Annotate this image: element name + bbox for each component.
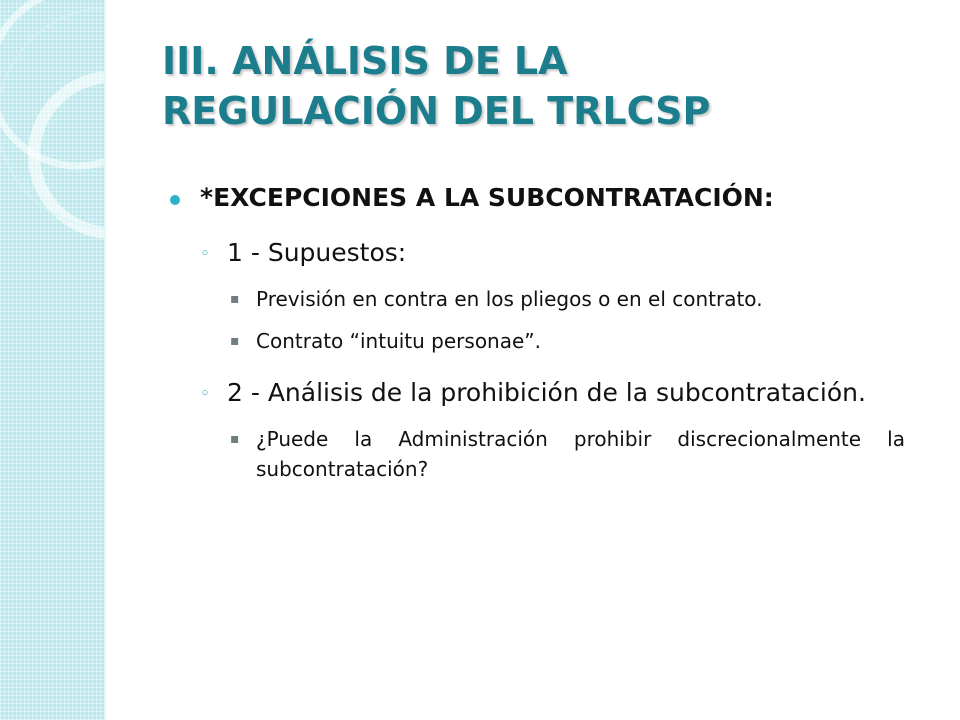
list-item [170, 284, 905, 314]
main-heading [170, 180, 905, 216]
small-dot-bullet-icon: ▪ [230, 333, 240, 349]
list-item [170, 424, 905, 484]
hollow-circle-bullet-icon: ◦ [200, 384, 211, 404]
section-label: 1 - Supuestos: [227, 238, 407, 267]
small-dot-bullet-icon: ▪ [230, 431, 240, 447]
small-dot-bullet-icon: ▪ [230, 291, 240, 307]
filled-circle-bullet-icon [170, 195, 180, 205]
slide-title-line-2: REGULACIÓN DEL TRLCSP [162, 89, 711, 133]
section-supuestos [170, 234, 905, 272]
list-item-text: ¿Puede la Administración prohibir discrecionalmente la subcontratación? [256, 427, 905, 481]
slide-title-line-1: III. ANÁLISIS DE LA [162, 39, 568, 83]
slide-body [170, 180, 905, 484]
list-item [170, 326, 905, 356]
section-label: 2 - Análisis de la prohibición de la subcontratación. [227, 378, 866, 407]
list-item-text: Previsión en contra en los pliegos o en el contrato. [256, 287, 763, 311]
hollow-circle-bullet-icon: ◦ [200, 244, 211, 264]
decorative-rings [0, 0, 104, 720]
decorative-sidebar [0, 0, 106, 720]
section-analisis [170, 374, 905, 412]
main-heading-text: *EXCEPCIONES A LA SUBCONTRATACIÓN: [200, 183, 774, 212]
slide-title [162, 36, 922, 136]
list-item-text: Contrato “intuitu personae”. [256, 329, 542, 353]
